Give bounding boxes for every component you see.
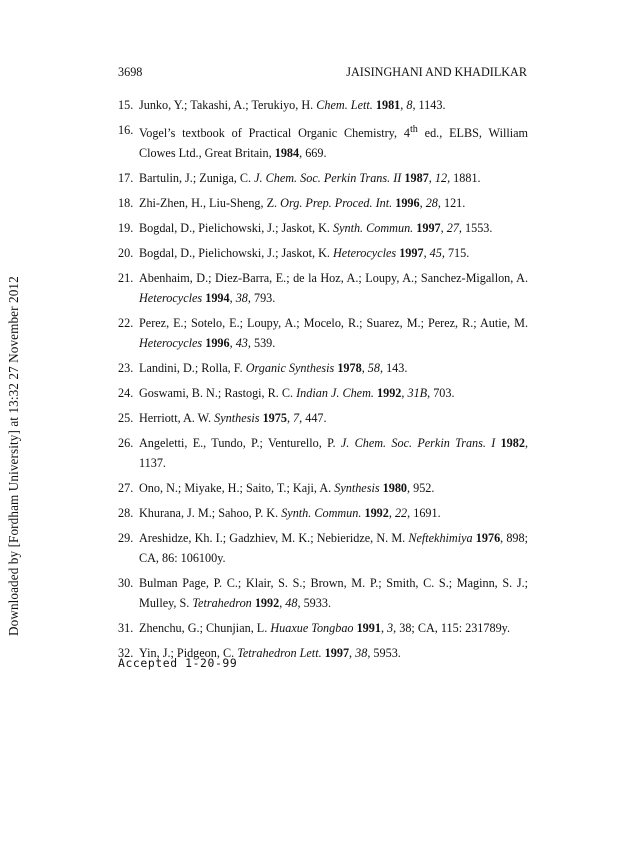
- reference-italic-text: Org. Prep. Proced. Int.: [280, 196, 393, 211]
- reference-italic-text: 48: [285, 596, 298, 611]
- reference-text: [139, 243, 528, 263]
- reference-number: 21.: [118, 271, 134, 286]
- reference-superscript-text: th: [409, 124, 418, 135]
- reference-plain-text: , 539.: [247, 336, 276, 351]
- reference-italic-text: Tetrahedron Lett.: [237, 646, 322, 661]
- reference-plain-text: ,: [440, 221, 447, 236]
- reference-italic-text: Organic Synthesis: [245, 361, 335, 376]
- reference-bold-text: 1994: [205, 291, 230, 306]
- page-number: 3698: [118, 65, 143, 79]
- reference-text: [139, 168, 528, 188]
- reference-italic-text: 22: [394, 506, 408, 521]
- reference-plain-text: Ono, N.; Miyake, H.; Saito, T.; Kaji, A.: [139, 481, 335, 496]
- reference-plain-text: , 143.: [379, 361, 408, 376]
- reference-italic-text: Synthesis: [334, 481, 380, 496]
- reference-text: [139, 433, 528, 473]
- reference-italic-text: 43: [235, 336, 248, 351]
- reference-list: [118, 95, 528, 668]
- reference-item: [118, 503, 528, 523]
- reference-text: [139, 618, 528, 638]
- reference-italic-text: 31B: [407, 386, 428, 401]
- reference-number: 19.: [118, 221, 134, 236]
- reference-item: [118, 218, 528, 238]
- reference-item: [118, 313, 528, 353]
- reference-item: [118, 268, 528, 308]
- reference-number: 16.: [118, 123, 134, 137]
- reference-plain-text: , 5953.: [367, 646, 401, 661]
- reference-italic-text: 58: [367, 361, 380, 376]
- reference-plain-text: Vogel’s textbook of Practical Organic Chemistry, 4: [139, 126, 410, 141]
- page-header: [118, 64, 527, 80]
- reference-text: [139, 95, 528, 115]
- reference-plain-text: ,: [229, 336, 236, 351]
- reference-item: [118, 168, 528, 188]
- accepted-date: Accepted 1-20-99: [118, 656, 238, 670]
- reference-text: [139, 268, 528, 308]
- reference-italic-text: J. Chem. Soc. Perkin Trans. I: [340, 436, 496, 451]
- reference-italic-text: Synth. Commun.: [281, 506, 362, 521]
- reference-italic-text: 12: [434, 171, 448, 186]
- reference-plain-text: Junko, Y.; Takashi, A.; Terukiyo, H.: [139, 98, 317, 112]
- reference-text: [139, 408, 528, 428]
- reference-number: 18.: [118, 196, 134, 211]
- reference-plain-text: Zhi-Zhen, H., Liu-Sheng, Z.: [139, 196, 281, 211]
- reference-item: [118, 243, 528, 263]
- reference-number: 29.: [118, 531, 134, 546]
- reference-plain-text: ,: [388, 506, 395, 521]
- reference-text: [139, 503, 528, 523]
- download-watermark: Downloaded by [Fordham University] at 13:32 27 November 2012: [6, 276, 21, 636]
- reference-bold-text: 1980: [382, 481, 407, 496]
- reference-italic-text: 38: [235, 291, 248, 306]
- reference-plain-text: Angeletti, E., Tundo, P.; Venturello, P.: [139, 436, 341, 451]
- reference-bold-text: 1987: [404, 171, 429, 186]
- reference-plain-text: ,: [380, 621, 388, 636]
- reference-italic-text: Neftekhimiya: [408, 531, 473, 546]
- reference-bold-text: 1997: [399, 246, 424, 261]
- reference-italic-text: 7: [293, 411, 300, 426]
- reference-item: [118, 573, 528, 613]
- reference-plain-text: ,: [400, 98, 407, 112]
- reference-plain-text: , 669.: [299, 146, 327, 161]
- reference-plain-text: Herriott, A. W.: [139, 411, 215, 426]
- reference-plain-text: ,: [229, 291, 236, 306]
- reference-italic-text: 3: [387, 621, 394, 636]
- reference-plain-text: Bulman Page, P. C.; Klair, S. S.; Brown, M. P.; Smith, C. S.; Maginn, S. J.; Mulley, S.: [139, 576, 528, 611]
- reference-italic-text: Heterocycles: [332, 246, 397, 261]
- reference-number: 23.: [118, 361, 134, 376]
- reference-plain-text: , 5933.: [297, 596, 331, 611]
- reference-item: [118, 433, 528, 473]
- reference-bold-text: 1997: [416, 221, 441, 236]
- reference-text: [139, 120, 528, 163]
- reference-plain-text: Khurana, J. M.; Sahoo, P. K.: [139, 506, 282, 521]
- reference-plain-text: , 703.: [427, 386, 455, 401]
- reference-number: 26.: [118, 436, 134, 451]
- reference-plain-text: , 1553.: [458, 221, 493, 236]
- reference-bold-text: 1984: [274, 146, 300, 161]
- reference-item: [118, 478, 528, 498]
- reference-italic-text: Heterocycles: [139, 336, 203, 351]
- reference-number: 24.: [118, 386, 134, 401]
- reference-item: [118, 193, 528, 213]
- reference-plain-text: Areshidze, Kh. I.; Gadzhiev, M. K.; Nebieridze, N. M.: [139, 531, 409, 546]
- reference-italic-text: 45: [429, 246, 442, 261]
- reference-number: 25.: [118, 411, 134, 426]
- reference-text: [139, 218, 528, 238]
- reference-italic-text: Chem. Lett.: [316, 98, 373, 112]
- reference-number: 27.: [118, 481, 134, 496]
- reference-plain-text: ,: [349, 646, 356, 661]
- reference-plain-text: Goswami, B. N.; Rastogi, R. C.: [139, 386, 297, 401]
- reference-plain-text: Bogdal, D., Pielichowski, J.; Jaskot, K.: [139, 246, 333, 261]
- reference-plain-text: , 1143.: [412, 98, 446, 112]
- reference-plain-text: ,: [401, 386, 408, 401]
- reference-item: [118, 528, 528, 568]
- reference-plain-text: Landini, D.; Rolla, F.: [139, 361, 246, 376]
- reference-italic-text: 8: [406, 98, 413, 112]
- reference-number: 22.: [118, 316, 134, 331]
- reference-bold-text: 1992: [377, 386, 402, 401]
- reference-text: [139, 313, 528, 353]
- reference-plain-text: , 1691.: [407, 506, 441, 521]
- reference-bold-text: 1991: [356, 621, 381, 636]
- reference-text: [139, 478, 528, 498]
- reference-text: [139, 358, 528, 378]
- reference-italic-text: Synthesis: [214, 411, 260, 426]
- reference-plain-text: , 1137.: [139, 436, 528, 471]
- reference-italic-text: J. Chem. Soc. Perkin Trans. II: [254, 171, 402, 186]
- reference-plain-text: , 793.: [247, 291, 276, 306]
- reference-plain-text: Yin, J.; Pidgeon, C.: [139, 646, 238, 661]
- reference-italic-text: Synth. Commun.: [332, 221, 414, 236]
- reference-number: 17.: [118, 171, 134, 186]
- reference-item: [118, 383, 528, 403]
- reference-item: [118, 408, 528, 428]
- reference-plain-text: Bartulin, J.; Zuniga, C.: [139, 171, 255, 186]
- reference-bold-text: 1981: [375, 98, 401, 112]
- reference-plain-text: ,: [423, 246, 430, 261]
- reference-plain-text: ,: [419, 196, 426, 211]
- reference-italic-text: Huaxue Tongbao: [270, 621, 354, 636]
- reference-plain-text: ,: [428, 171, 435, 186]
- reference-plain-text: , 952.: [407, 481, 435, 496]
- reference-plain-text: , 715.: [441, 246, 470, 261]
- reference-plain-text: Bogdal, D., Pielichowski, J.; Jaskot, K.: [139, 221, 333, 236]
- reference-plain-text: Zhenchu, G.; Chunjian, L.: [139, 621, 271, 636]
- reference-number: 31.: [118, 621, 134, 636]
- reference-bold-text: 1996: [205, 336, 230, 351]
- reference-number: 28.: [118, 506, 134, 521]
- reference-plain-text: , 898; CA, 86: 106100y.: [139, 531, 528, 566]
- reference-plain-text: Abenhaim, D.; Diez-Barra, E.; de la Hoz, A.; Loupy, A.; Sanchez-Migallon, A.: [139, 271, 528, 286]
- reference-plain-text: , 1881.: [447, 171, 481, 186]
- reference-text: [139, 528, 528, 568]
- reference-number: 32.: [118, 646, 134, 661]
- reference-plain-text: , 38; CA, 115: 231789y.: [393, 621, 511, 636]
- reference-bold-text: 1997: [324, 646, 350, 661]
- running-title: JAISINGHANI AND KHADILKAR: [346, 65, 527, 79]
- reference-number: 20.: [118, 246, 134, 261]
- reference-item: [118, 358, 528, 378]
- reference-item: [118, 120, 528, 163]
- reference-italic-text: 38: [355, 646, 368, 661]
- reference-italic-text: Tetrahedron: [192, 596, 252, 611]
- reference-plain-text: ,: [279, 596, 286, 611]
- reference-plain-text: ,: [286, 411, 294, 426]
- reference-plain-text: , 447.: [299, 411, 327, 426]
- reference-bold-text: 1976: [475, 531, 501, 546]
- reference-text: [139, 573, 528, 613]
- reference-bold-text: 1992: [254, 596, 280, 611]
- reference-number: 30.: [118, 576, 134, 591]
- reference-bold-text: 1982: [500, 436, 525, 451]
- reference-italic-text: Indian J. Chem.: [296, 386, 374, 401]
- reference-plain-text: Perez, E.; Sotelo, E.; Loupy, A.; Mocelo, R.; Suarez, M.; Perez, R.; Autie, M.: [139, 316, 528, 331]
- reference-plain-text: , 121.: [437, 196, 466, 211]
- reference-number: 15.: [118, 98, 134, 112]
- reference-bold-text: 1992: [364, 506, 389, 521]
- reference-italic-text: 28: [425, 196, 438, 211]
- reference-bold-text: 1975: [262, 411, 287, 426]
- reference-item: [118, 618, 528, 638]
- reference-italic-text: 27: [446, 221, 459, 236]
- reference-item: [118, 95, 528, 115]
- reference-plain-text: ,: [361, 361, 368, 376]
- reference-text: [139, 193, 528, 213]
- reference-bold-text: 1996: [395, 196, 420, 211]
- reference-text: [139, 383, 528, 403]
- reference-italic-text: Heterocycles: [139, 291, 203, 306]
- reference-bold-text: 1978: [337, 361, 362, 376]
- reference-plain-text: ed., ELBS, William Clowes Ltd., Great Britain,: [139, 126, 529, 161]
